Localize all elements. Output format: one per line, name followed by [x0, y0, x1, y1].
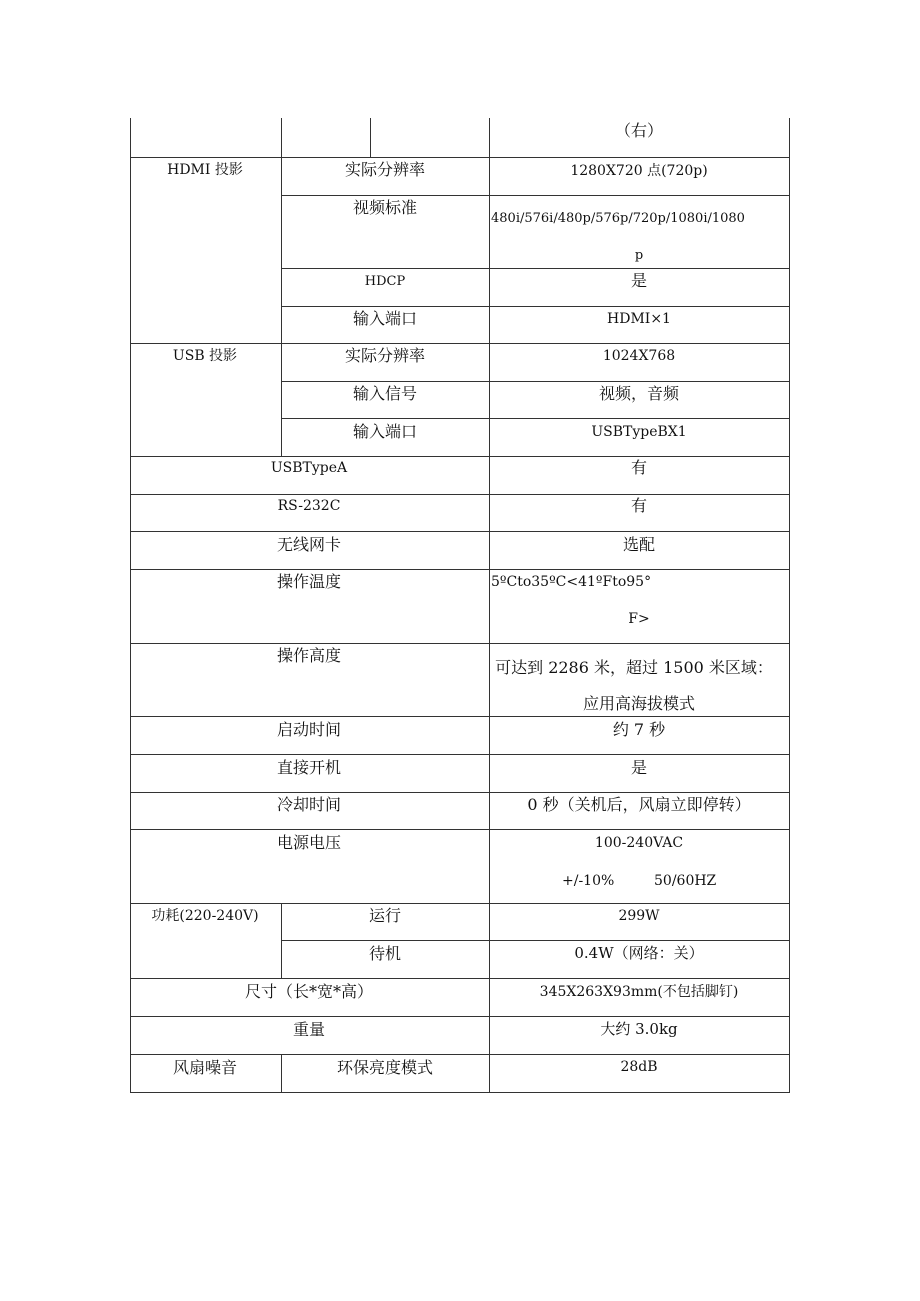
hdcp-label: HDCP: [364, 274, 406, 289]
power-run-label: 运行: [368, 906, 402, 925]
dimensions-label: 尺寸（长*宽*高）: [244, 982, 374, 1001]
eco-mode-value: 28dB: [620, 1059, 658, 1075]
operating-temperature-label: 操作温度: [276, 572, 342, 591]
column-line: [130, 118, 131, 1093]
row-line: [130, 569, 790, 570]
weight-value: 大约 3.0kg: [600, 1020, 678, 1038]
usb-type-a-value: 有: [630, 458, 648, 477]
column-line: [370, 118, 371, 157]
power-standby-value: 0.4W（网络：关）: [574, 944, 704, 962]
hdmi-resolution-value: 1280X720 点(720p): [570, 163, 708, 179]
rs232c-value: 有: [630, 496, 648, 515]
column-line: [489, 118, 490, 1093]
group-fan-noise: 风扇噪音: [172, 1058, 238, 1077]
cooling-time-value: 0 秒（关机后，风扇立即停转）: [527, 795, 751, 814]
row-line: [130, 1016, 790, 1017]
hdmi-video-standard-value-cont: p: [634, 248, 644, 263]
column-line: [281, 1054, 282, 1092]
usb-port-value: USBTypeBX1: [591, 424, 687, 440]
row-line: [281, 195, 790, 196]
power-voltage-label: 电源电压: [276, 833, 342, 852]
hdmi-resolution-label: 实际分辨率: [344, 160, 426, 179]
row-line: [130, 456, 790, 457]
usb-resolution-label: 实际分辨率: [344, 346, 426, 365]
power-voltage-value: 100-240VAC: [594, 835, 684, 851]
row-line: [130, 343, 790, 344]
wireless-card-value: 选配: [622, 535, 656, 554]
row-line: [281, 306, 790, 307]
usb-resolution-value: 1024X768: [602, 348, 676, 364]
row-line: [130, 978, 790, 979]
column-line: [281, 903, 282, 978]
row-line: [130, 716, 790, 717]
row-line: [130, 829, 790, 830]
power-run-value: 299W: [618, 908, 660, 924]
dimensions-value: 345X263X93mm(不包括脚钉): [539, 984, 739, 1000]
power-voltage-tolerance: +/-10%: [562, 873, 615, 889]
operating-temperature-value-cont: F>: [628, 611, 650, 627]
power-voltage-frequency: 50/60HZ: [654, 873, 717, 889]
group-power-consumption: 功耗(220-240V): [151, 908, 259, 924]
operating-temperature-value: 5ºCto35ºC<41ºFto95°: [491, 574, 652, 590]
row-line: [130, 157, 790, 158]
hdmi-port-value: HDMI×1: [607, 311, 671, 327]
weight-label: 重量: [292, 1020, 326, 1039]
row-line: [130, 531, 790, 532]
direct-power-on-label: 直接开机: [276, 758, 342, 777]
group-usb-projection: USB 投影: [172, 348, 238, 364]
usb-type-a-label: USBTypeA: [270, 460, 348, 476]
row-line: [130, 792, 790, 793]
row-line: [130, 643, 790, 644]
power-standby-label: 待机: [368, 944, 402, 963]
row-line: [281, 418, 790, 419]
row-line: [130, 754, 790, 755]
cooling-time-label: 冷却时间: [276, 795, 342, 814]
row-line: [281, 381, 790, 382]
operating-altitude-label: 操作高度: [276, 646, 342, 665]
row-line: [130, 1054, 790, 1055]
startup-time-value: 约 7 秒: [612, 720, 666, 739]
rs232c-label: RS-232C: [277, 498, 341, 514]
operating-altitude-value-cont: 应用高海拔模式: [582, 694, 696, 713]
row-line: [130, 903, 790, 904]
row-line: [281, 268, 790, 269]
direct-power-on-value: 是: [630, 758, 648, 777]
hdmi-video-standard-value: 480i/576i/480p/576p/720p/1080i/1080: [491, 211, 745, 226]
usb-input-signal-label: 输入信号: [352, 384, 418, 403]
row-line: [130, 1092, 790, 1093]
operating-altitude-value: 可达到 2286 米，超过 1500 米区域：: [495, 658, 773, 677]
hdcp-value: 是: [630, 271, 648, 290]
column-line: [789, 118, 790, 1093]
eco-mode-label: 环保亮度模式: [336, 1058, 434, 1077]
value-right: （右）: [614, 121, 664, 140]
group-hdmi-projection: HDMI 投影: [167, 162, 243, 178]
hdmi-port-label: 输入端口: [352, 309, 418, 328]
usb-port-label: 输入端口: [352, 422, 418, 441]
usb-input-signal-value: 视频，音频: [598, 384, 680, 403]
wireless-card-label: 无线网卡: [276, 535, 342, 554]
row-line: [281, 940, 790, 941]
hdmi-video-standard-label: 视频标准: [352, 198, 418, 217]
startup-time-label: 启动时间: [276, 720, 342, 739]
column-line: [281, 118, 282, 456]
row-line: [130, 494, 790, 495]
